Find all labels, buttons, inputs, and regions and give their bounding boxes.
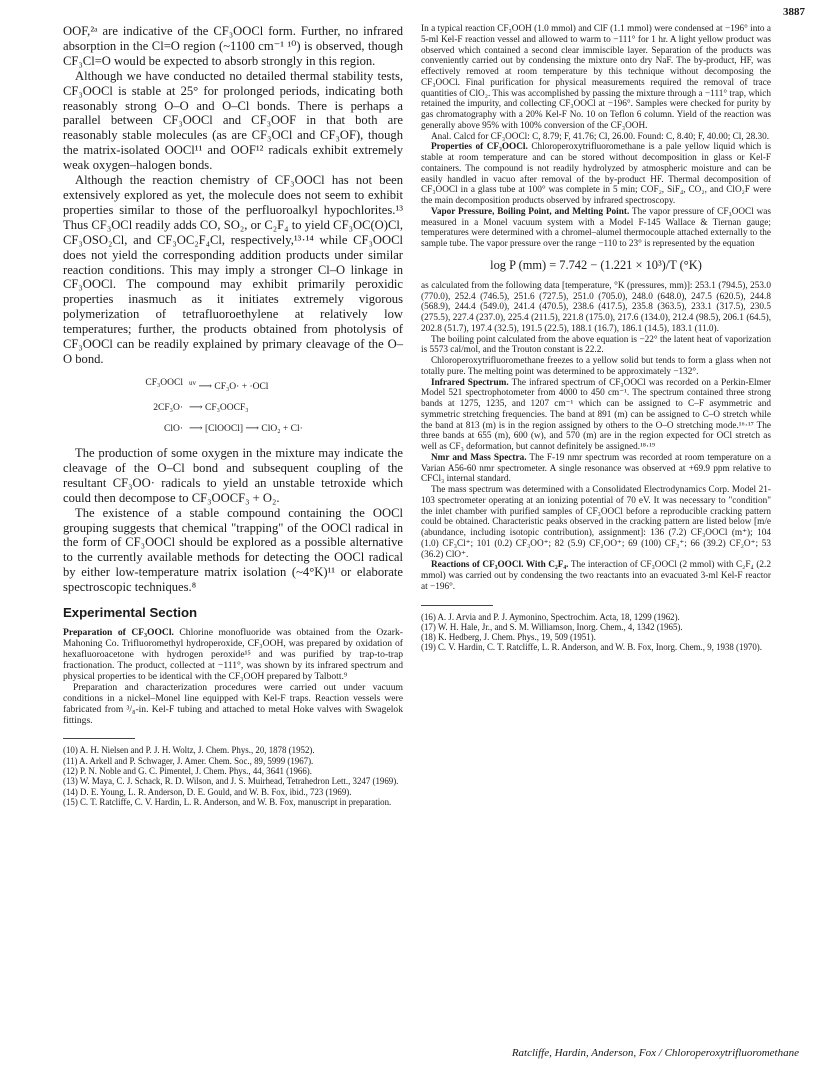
footnote: (10) A. H. Nielsen and P. J. H. Woltz, J. Chem. Phys., 20, 1878 (1952). bbox=[63, 745, 315, 756]
reaction-arrow: ⟶ bbox=[198, 382, 212, 392]
equation-line bbox=[63, 423, 403, 436]
runin-heading: Preparation of CF₃OOCl. bbox=[63, 627, 174, 639]
vapor-pressure-equation: log P (mm) = 7.742 − (1.221 × 10³)/T (°K) bbox=[490, 257, 702, 272]
experimental-paragraph: Preparation and characterization procedures were carried out under vacuum conditions in a nickel–Monel line equipped with Kel-F traps. Reaction vessels were fabricated from ³/₈-in. Kel-F tubing and attached to metal Hoke valves with Swagelok fittings. bbox=[63, 682, 403, 727]
arrow-label: uv bbox=[189, 378, 196, 387]
equation-line bbox=[63, 377, 403, 394]
equation-rhs: ⟶ CF₃OOCF₃ bbox=[189, 403, 249, 413]
footnote: (18) K. Hedberg, J. Chem. Phys., 19, 509 (1951). bbox=[421, 632, 596, 643]
body-paragraph: Anal. Calcd for CF₃OOCl: C, 8.79; F, 41.76; Cl, 26.00. Found: C, 8.40; F, 40.00; Cl, 28.30. bbox=[431, 131, 770, 142]
running-footer: Ratcliffe, Hardin, Anderson, Fox / Chloroperoxytrifluoromethane bbox=[511, 1047, 799, 1059]
body-paragraph: Chloroperoxytrifluoromethane freezes to a yellow solid but tends to form a glass when not totally pure. The melting point was determined to be approximately −132°. bbox=[421, 356, 771, 377]
footnote: (11) A. Arkell and P. Schwager, J. Amer. Chem. Soc., 89, 5999 (1967). bbox=[63, 755, 314, 766]
equation-lhs: 2CF₃O· bbox=[153, 403, 183, 413]
reaction-arrow: ⟶ bbox=[189, 403, 203, 413]
footnote: (13) W. Maya, C. J. Schack, R. D. Wilson, and J. S. Muirhead, Tetrahedron Lett., 3247 (1969). bbox=[63, 776, 399, 787]
footnote: (19) C. V. Hardin, C. T. Ratcliffe, L. R. Anderson, and W. B. Fox, Inorg. Chem., 9, 1938 (1970). bbox=[421, 642, 762, 653]
body-paragraph: Vapor Pressure, Boiling Point, and Melting Point. The vapor pressure of CF₃OOCl was measured in a Monel vacuum system with a Model F-145 Wallace & Tiernan gauge; temperatures were determined with a chromel–alumel thermocouple attached externally to the sample tube. The vapor pressure over the range −110 to 23° is represented by the equation bbox=[421, 206, 772, 249]
body-paragraph: In a typical reaction CF₃OOH (1.0 mmol) and ClF (1.1 mmol) were condensed at −196° into a 5-ml Kel-F reaction vessel and allowed to warm to −111° for 1 hr. A light yellow product was observed which contained a second clear immiscible layer. Separation of the products was conveniently carried out by condensing the mixture onto dry NaF. The by-product, HF, was effectively removed at room temperature by this technique without decomposing the CF₃OOCl. Final purification for physical measurements required the removal of trace quantities of ClO₂. This was accomplished by passing the mixture through a −111° trap, which retained the impurity, and collecting CF₃OOCl at −196°. Samples were checked for purity by gas chromatography with a 20% Kel-F No. 10 on Teflon 6 column. Yield of the reaction was generally above 95% with 100% conversion of the CF₃OOH. bbox=[421, 24, 771, 131]
section-heading: Experimental Section bbox=[63, 605, 198, 621]
equation-line bbox=[63, 402, 403, 415]
runin-heading: Reactions of CF₃OOCl. With C₂F₄. bbox=[431, 560, 569, 571]
reaction-scheme bbox=[63, 377, 403, 436]
footnote: (15) C. T. Ratcliffe, C. V. Hardin, L. R. Anderson, and W. B. Fox, manuscript in preparation. bbox=[63, 796, 392, 807]
body-paragraph: Nmr and Mass Spectra. The F-19 nmr spectrum was recorded at room temperature on a Varian A56-60 nmr spectrometer. A single resonance was observed at +69.9 ppm relative to CFCl₃ internal standard. bbox=[421, 452, 771, 485]
right-column bbox=[421, 24, 771, 653]
runin-heading: Nmr and Mass Spectra. bbox=[431, 452, 527, 463]
body-paragraph: Properties of CF₃OOCl. Chloroperoxytrifluoromethane is a pale yellow liquid which is stable at room temperature and can be stored without decomposition in glass or Kel-F containers. The compound is not readily hydrolyzed by atmospheric moisture and can be easily handled in vacuo after removal of the by-product HF. Thermal decomposition of CF₃OOCl in a glass tube at 100° was complete in 5 min; COF₂, SiF₄, CO₂, and ClO₂F were the main decomposition products observed by infrared spectroscopy. bbox=[421, 142, 771, 206]
page-number: 3887 bbox=[783, 6, 805, 18]
footnote: (12) P. N. Noble and G. C. Pimentel, J. Chem. Phys., 44, 3641 (1966). bbox=[63, 766, 312, 777]
body-paragraph: The existence of a stable compound containing the OOCl grouping suggests that chemical "trapping" of the OOCl radical in the form of CF₃OOCl should be explored as a possible alternative to the currently available methods for detecting the OOCl radical by either low-temperature matrix isolation (~4°K)¹¹ or elaborate spectroscopic techniques.⁸ bbox=[63, 505, 403, 595]
body-paragraph: The boiling point calculated from the above equation is −22° the latent heat of vaporization is 5573 cal/mol, and the Trouton constant is 22.2. bbox=[421, 334, 771, 356]
left-column bbox=[63, 24, 403, 807]
body-paragraph: Reactions of CF₃OOCl. With C₂F₄. The interaction of CF₃OOCl (2 mmol) with C₂F₄ (2.2 mmol) was carried out by condensing the two reactants into an evacuated 3-ml Kel-F reactor at −196°. bbox=[421, 560, 771, 592]
equation-rhs: $^{uv}$ ⟶ CF₃O· + ·OCl bbox=[189, 378, 269, 392]
experimental-paragraph: Preparation of CF₃OOCl. Chlorine monofluoride was obtained from the Ozark-Mahoning Co. Trifluoromethyl hydroperoxide, CF₃OOH, was prepared by oxidation of hexafluoroacetone with hydrogen peroxide¹⁵ and was purified by trap-to-trap fractionation. The product, collected at −111°, was shown by its infrared spectrum and physical properties to be identical with the CF₃OOH prepared by Talbott.⁹ bbox=[63, 627, 403, 683]
equation-lhs: ClO· bbox=[164, 424, 183, 434]
equation-lhs: CF₃OOCl bbox=[145, 377, 183, 388]
reaction-arrow: ⟶ bbox=[189, 424, 203, 434]
body-paragraph: Infrared Spectrum. The infrared spectrum of CF₃OOCl was recorded on a Perkin-Elmer Model 521 spectrophotometer from 4000 to 450 cm⁻¹. The spectrum contained three strong bands at 1275, 1235, and 1207 cm⁻¹ which can be assigned to C–F asymmetric and symmetric stretching frequencies. The band at 891 (m) can be assigned to C–O stretch while the band at 813 (m) is in the region assigned by others to the O–O stretching mode.¹⁶·¹⁷ The three bands at 655 (m), 600 (w), and 570 (m) are in the region expected for OCl stretch as well as CF₃ deformation, but cannot definitely be assigned.¹⁸·¹⁹ bbox=[421, 377, 772, 452]
body-paragraph: Although the reaction chemistry of CF₃OOCl has not been extensively explored as yet, the molecule does not seem to exhibit properties similar to those of the perfluoroalkyl hypochlorites.¹³ Thus CF₃OCl readily adds CO, SO₂, or C₂F₄ to yield CF₃OC(O)Cl, CF₃OSO₂Cl, and CF₃OC₂F₄Cl, respectively,¹³·¹⁴ while CF₃OOCl does not yield the corresponding addition products under similar reaction conditions. This may imply a stronger Cl–O linkage in CF₃OOCl. The compound may exhibit primarily peroxidic properties inasmuch as it initiates extremely vigorous polymerization of tetrafluoroethylene at relatively low temperatures; further, the products obtained from photolysis of CF₃OOCl can be readily explained by primary cleavage of the O–O bond. bbox=[63, 173, 403, 366]
body-paragraph: The mass spectrum was determined with a Consolidated Electrodynamics Corp. Model 21-103 spectrometer operating at an ionizing potential of 70 eV. It was necessary to "condition" the inlet chamber with purified samples of CF₃OOCl before a reproducible cracking pattern could be obtained. Characteristic peaks observed in the cracking pattern are listed below [m/e (abundance, including isotopic contribution), assignment]: 136 (7.2) CF₃OOCl (m⁺); 104 (1.0) CF₃Cl⁺; 101 (0.2) CF₃OO⁺; 82 (5.9) CF₂OO⁺; 69 (100) CF₃⁺; 66 (39.2) CF₂O⁺; 53 (36.2) ClO⁺. bbox=[421, 485, 771, 560]
runin-heading: Properties of CF₃OOCl. bbox=[431, 142, 528, 153]
body-paragraph: as calculated from the following data [temperature, °K (pressures, mm)]: 253.1 (794.5), 253.0 (770.0), 252.4 (746.5), 251.6 (727.5), 251.0 (705.0), 248.0 (648.0), 247.5 (620.5), 244.8 (568.9), 244.4 (549.0), 241.4 (470.5), 238.6 (417.5), 235.8 (363.5), 233.1 (317.5), 230.5 (275.5), 227.4 (237.0), 225.4 (211.5), 221.8 (175.0), 217.6 (134.0), 212.4 (98.5), 206.1 (64.5), 202.8 (51.7), 197.4 (32.5), 191.5 (22.5), 188.1 (16.7), 186.1 (14.5), 183.1 (11.0). bbox=[421, 280, 771, 334]
equation-rhs: ⟶ [ClOOCl] ⟶ ClO₂ + Cl· bbox=[189, 424, 303, 434]
footnote: (16) A. J. Arvia and P. J. Aymonino, Spectrochim. Acta, 18, 1299 (1962). bbox=[421, 611, 680, 622]
footnote: (14) D. E. Young, L. R. Anderson, D. E. Gould, and W. B. Fox, ibid., 723 (1969). bbox=[63, 786, 352, 797]
footnote: (17) W. H. Hale, Jr., and S. M. Williamson, Inorg. Chem., 4, 1342 (1965). bbox=[421, 621, 683, 632]
body-paragraph: OOF,²ᵃ are indicative of the CF₃OOCl form. Further, no infrared absorption in the Cl=O region (~1100 cm⁻¹ ¹⁰) is observed, though CF₃Cl=O would be expected to absorb strongly in this region. bbox=[63, 24, 403, 68]
footnote-divider bbox=[421, 605, 493, 606]
body-paragraph: The production of some oxygen in the mixture may indicate the cleavage of the O–Cl bond and subsequent coupling of the resultant CF₃OO· radicals to yield an unstable tetroxide which could then decompose to CF₃OOCF₃ + O₂. bbox=[63, 446, 403, 505]
runin-heading: Vapor Pressure, Boiling Point, and Melting Point. bbox=[431, 206, 630, 217]
runin-heading: Infrared Spectrum. bbox=[431, 377, 509, 388]
body-paragraph: Although we have conducted no detailed thermal stability tests, CF₃OOCl is stable at 25° for prolonged periods, indicating both reasonably strong O–O and O–Cl bonds. There is perhaps a parallel between CF₃OOCl and CF₃OOF in that both are reasonably stable molecules (as are CF₃OCl and CF₃OF), though the matrix-isolated OOCl¹¹ and OOF¹² radicals exhibit extremely weak oxygen–halogen bonds. bbox=[63, 68, 403, 173]
footnote-divider bbox=[63, 738, 135, 739]
